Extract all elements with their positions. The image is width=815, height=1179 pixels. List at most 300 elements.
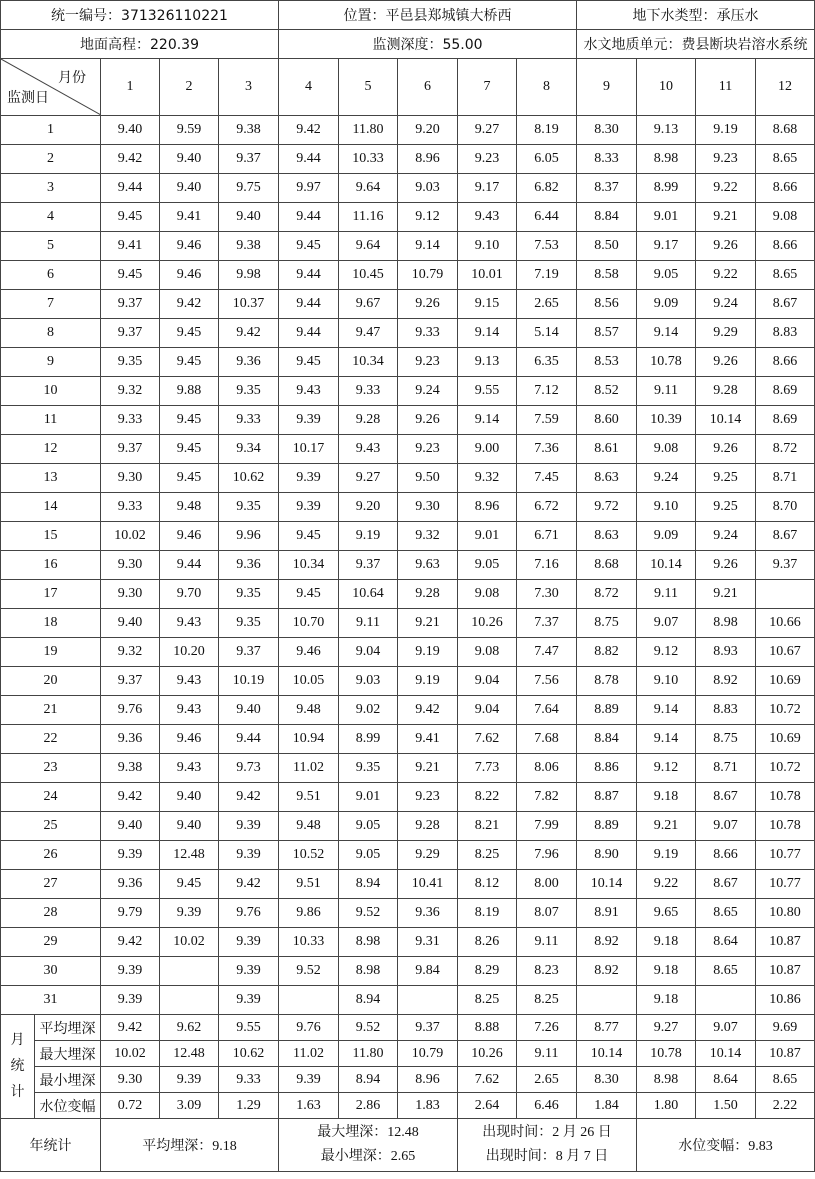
depth-value-cell: 9.39 (219, 841, 279, 870)
stat-label: 最小埋深 (35, 1067, 101, 1093)
depth-value-cell: 9.64 (339, 174, 398, 203)
table-row (1, 841, 815, 870)
depth-value-cell: 9.37 (101, 435, 160, 464)
depth-value-cell: 9.23 (696, 145, 756, 174)
day-cell: 8 (1, 319, 101, 348)
depth-value-cell: 8.21 (458, 812, 517, 841)
depth-value-cell: 9.26 (696, 551, 756, 580)
depth-value-cell: 9.33 (339, 377, 398, 406)
depth-value-cell: 9.36 (398, 899, 458, 928)
depth-value-cell: 9.48 (279, 812, 339, 841)
depth-value-cell: 8.92 (577, 928, 637, 957)
depth-value-cell: 10.14 (637, 551, 696, 580)
depth-value-cell: 9.37 (101, 667, 160, 696)
depth-value-cell: 9.35 (101, 348, 160, 377)
depth-value-cell: 9.42 (279, 116, 339, 145)
depth-value-cell: 9.39 (219, 812, 279, 841)
depth-value-cell: 8.72 (756, 435, 815, 464)
stat-row (1, 1093, 815, 1119)
depth-value-cell: 9.04 (339, 638, 398, 667)
depth-value-cell: 9.46 (160, 232, 219, 261)
depth-value-cell: 10.41 (398, 870, 458, 899)
table-row (1, 290, 815, 319)
depth-value-cell: 7.99 (517, 812, 577, 841)
depth-value-cell: 10.72 (756, 754, 815, 783)
depth-value-cell: 8.25 (517, 986, 577, 1015)
monthly-stats-group-label (1, 1015, 35, 1119)
depth-value-cell: 8.75 (577, 609, 637, 638)
depth-value-cell: 9.47 (339, 319, 398, 348)
depth-value-cell: 9.17 (458, 174, 517, 203)
day-cell: 20 (1, 667, 101, 696)
depth-value-cell: 9.17 (637, 232, 696, 261)
day-cell: 24 (1, 783, 101, 812)
depth-value-cell: 9.18 (637, 928, 696, 957)
stat-value-cell: 9.76 (279, 1015, 339, 1041)
depth-value-cell: 9.39 (279, 464, 339, 493)
depth-value-cell: 10.01 (458, 261, 517, 290)
depth-value-cell: 8.96 (458, 493, 517, 522)
annual-range: 水位变幅：9.83 (637, 1119, 815, 1172)
depth-value-cell (160, 957, 219, 986)
depth-value-cell: 9.44 (279, 290, 339, 319)
stat-value-cell: 7.26 (517, 1015, 577, 1041)
table-row (1, 551, 815, 580)
stat-value-cell: 10.87 (756, 1041, 815, 1067)
table-row (1, 435, 815, 464)
depth-value-cell: 9.10 (458, 232, 517, 261)
month-header-9: 9 (577, 59, 637, 116)
depth-value-cell: 9.33 (101, 493, 160, 522)
stat-value-cell: 1.63 (279, 1093, 339, 1119)
depth-value-cell: 11.16 (339, 203, 398, 232)
depth-value-cell: 9.12 (398, 203, 458, 232)
depth-value-cell: 9.44 (160, 551, 219, 580)
depth-value-cell: 9.19 (696, 116, 756, 145)
day-cell: 19 (1, 638, 101, 667)
stat-value-cell: 10.78 (637, 1041, 696, 1067)
depth-value-cell: 9.10 (637, 493, 696, 522)
depth-value-cell: 7.59 (517, 406, 577, 435)
depth-value-cell: 8.69 (756, 406, 815, 435)
stat-value-cell: 3.09 (160, 1093, 219, 1119)
table-row (1, 377, 815, 406)
day-cell: 27 (1, 870, 101, 899)
depth-value-cell: 9.30 (398, 493, 458, 522)
stat-value-cell: 8.88 (458, 1015, 517, 1041)
depth-value-cell: 8.83 (756, 319, 815, 348)
stat-row (1, 1067, 815, 1093)
depth-value-cell: 8.96 (398, 145, 458, 174)
stat-value-cell: 9.55 (219, 1015, 279, 1041)
depth-value-cell: 9.34 (219, 435, 279, 464)
depth-value-cell (756, 580, 815, 609)
depth-value-cell: 9.21 (696, 580, 756, 609)
depth-value-cell: 10.17 (279, 435, 339, 464)
depth-value-cell: 8.63 (577, 522, 637, 551)
depth-value-cell: 8.37 (577, 174, 637, 203)
depth-value-cell: 9.35 (219, 377, 279, 406)
depth-value-cell: 9.52 (279, 957, 339, 986)
depth-value-cell: 9.42 (219, 870, 279, 899)
depth-value-cell: 9.40 (219, 203, 279, 232)
depth-value-cell: 9.43 (339, 435, 398, 464)
depth-value-cell: 9.08 (458, 638, 517, 667)
stat-label: 水位变幅 (35, 1093, 101, 1119)
annual-min-time: 出现时间：8 月 7 日 (485, 1149, 609, 1164)
depth-cell: 监测深度：55.00 (279, 30, 577, 59)
depth-value-cell: 10.78 (637, 348, 696, 377)
month-header-4: 4 (279, 59, 339, 116)
day-cell: 15 (1, 522, 101, 551)
depth-value-cell: 9.32 (101, 377, 160, 406)
depth-value-cell: 9.35 (339, 754, 398, 783)
depth-value-cell: 7.96 (517, 841, 577, 870)
depth-value-cell: 9.72 (577, 493, 637, 522)
corner-diagonal-cell (1, 59, 101, 116)
depth-value-cell: 9.51 (279, 870, 339, 899)
depth-value-cell: 8.98 (637, 145, 696, 174)
depth-value-cell: 9.67 (339, 290, 398, 319)
day-cell: 30 (1, 957, 101, 986)
depth-value-cell: 9.32 (398, 522, 458, 551)
depth-value-cell: 8.65 (756, 261, 815, 290)
depth-value-cell: 9.21 (398, 609, 458, 638)
depth-value-cell: 9.41 (398, 725, 458, 754)
day-cell: 5 (1, 232, 101, 261)
depth-value-cell: 8.67 (696, 783, 756, 812)
table-row (1, 638, 815, 667)
depth-value-cell: 9.19 (339, 522, 398, 551)
table-row (1, 464, 815, 493)
stat-value-cell: 10.02 (101, 1041, 160, 1067)
depth-value-cell: 9.25 (696, 464, 756, 493)
depth-value-cell: 9.03 (398, 174, 458, 203)
depth-value-cell: 8.94 (339, 986, 398, 1015)
depth-value-cell: 9.38 (101, 754, 160, 783)
stat-value-cell: 8.77 (577, 1015, 637, 1041)
depth-value-cell: 7.37 (517, 609, 577, 638)
depth-value-cell: 9.41 (160, 203, 219, 232)
depth-value-cell: 9.26 (696, 348, 756, 377)
stat-value-cell: 2.64 (458, 1093, 517, 1119)
depth-value-cell: 9.70 (160, 580, 219, 609)
day-cell: 9 (1, 348, 101, 377)
depth-value-cell: 9.75 (219, 174, 279, 203)
stat-value-cell: 9.69 (756, 1015, 815, 1041)
depth-value-cell: 9.21 (398, 754, 458, 783)
depth-value-cell: 9.14 (637, 696, 696, 725)
depth-value-cell: 9.11 (339, 609, 398, 638)
depth-value-cell: 8.53 (577, 348, 637, 377)
table-row (1, 725, 815, 754)
depth-value-cell: 8.61 (577, 435, 637, 464)
group-label-char: 计 (10, 1084, 25, 1100)
depth-value-cell: 9.39 (219, 957, 279, 986)
depth-value-cell: 10.02 (160, 928, 219, 957)
depth-value-cell: 9.42 (219, 319, 279, 348)
depth-value-cell: 8.90 (577, 841, 637, 870)
depth-value-cell: 10.69 (756, 725, 815, 754)
month-header-3: 3 (219, 59, 279, 116)
depth-value-cell: 9.45 (279, 580, 339, 609)
annual-label: 年统计 (1, 1119, 101, 1172)
depth-value-cell: 9.05 (339, 812, 398, 841)
stat-row (1, 1041, 815, 1067)
depth-value-cell: 9.23 (398, 435, 458, 464)
depth-value-cell: 8.19 (458, 899, 517, 928)
depth-value-cell: 9.24 (696, 290, 756, 319)
depth-value-cell: 9.00 (458, 435, 517, 464)
depth-value-cell (577, 986, 637, 1015)
depth-value-cell: 8.82 (577, 638, 637, 667)
depth-value-cell: 8.69 (756, 377, 815, 406)
depth-value-cell: 8.26 (458, 928, 517, 957)
depth-value-cell: 9.45 (160, 319, 219, 348)
stat-value-cell: 10.79 (398, 1041, 458, 1067)
stat-value-cell: 8.30 (577, 1067, 637, 1093)
annual-avg-depth: 平均埋深：9.18 (101, 1119, 279, 1172)
month-header-7: 7 (458, 59, 517, 116)
depth-value-cell: 9.45 (160, 435, 219, 464)
depth-value-cell: 9.44 (279, 319, 339, 348)
depth-value-cell: 9.18 (637, 783, 696, 812)
depth-value-cell: 8.71 (756, 464, 815, 493)
depth-value-cell: 5.14 (517, 319, 577, 348)
depth-value-cell: 9.42 (160, 290, 219, 319)
table-row (1, 899, 815, 928)
table-row (1, 609, 815, 638)
depth-value-cell (696, 986, 756, 1015)
depth-value-cell: 9.51 (279, 783, 339, 812)
depth-value-cell: 10.39 (637, 406, 696, 435)
depth-value-cell: 12.48 (160, 841, 219, 870)
depth-value-cell: 9.37 (339, 551, 398, 580)
depth-value-cell: 9.05 (339, 841, 398, 870)
depth-value-cell: 8.99 (339, 725, 398, 754)
depth-value-cell: 6.82 (517, 174, 577, 203)
depth-value-cell: 9.27 (339, 464, 398, 493)
depth-value-cell: 9.42 (101, 928, 160, 957)
depth-value-cell: 9.36 (219, 551, 279, 580)
depth-value-cell: 10.72 (756, 696, 815, 725)
depth-value-cell: 9.64 (339, 232, 398, 261)
depth-value-cell: 9.32 (101, 638, 160, 667)
depth-value-cell: 8.67 (696, 870, 756, 899)
depth-value-cell: 7.73 (458, 754, 517, 783)
table-row (1, 348, 815, 377)
depth-value-cell: 8.98 (696, 609, 756, 638)
depth-value-cell: 11.80 (339, 116, 398, 145)
table-row (1, 870, 815, 899)
month-header-8: 8 (517, 59, 577, 116)
annual-max-depth: 最大埋深：12.48 (317, 1125, 419, 1140)
depth-value-cell: 9.05 (458, 551, 517, 580)
depth-value-cell: 8.64 (696, 928, 756, 957)
depth-value-cell: 10.86 (756, 986, 815, 1015)
day-cell: 12 (1, 435, 101, 464)
depth-value-cell: 9.30 (101, 551, 160, 580)
depth-value-cell: 11.02 (279, 754, 339, 783)
depth-value-cell: 6.05 (517, 145, 577, 174)
depth-value-cell: 9.14 (458, 406, 517, 435)
depth-value-cell: 10.87 (756, 957, 815, 986)
depth-value-cell: 9.42 (219, 783, 279, 812)
depth-value-cell: 10.79 (398, 261, 458, 290)
depth-value-cell: 9.40 (160, 174, 219, 203)
depth-value-cell: 9.14 (398, 232, 458, 261)
depth-value-cell: 8.89 (577, 696, 637, 725)
depth-value-cell: 9.45 (279, 348, 339, 377)
depth-value-cell: 7.19 (517, 261, 577, 290)
depth-value-cell: 8.89 (577, 812, 637, 841)
depth-value-cell: 10.34 (279, 551, 339, 580)
stat-value-cell: 9.11 (517, 1041, 577, 1067)
group-label-char: 统 (10, 1058, 25, 1074)
depth-value-cell: 8.66 (756, 174, 815, 203)
table-row (1, 754, 815, 783)
depth-value-cell: 9.39 (279, 493, 339, 522)
depth-value-cell: 7.30 (517, 580, 577, 609)
day-cell: 25 (1, 812, 101, 841)
depth-value-cell: 9.14 (637, 725, 696, 754)
depth-value-cell: 8.84 (577, 203, 637, 232)
depth-value-cell: 9.55 (458, 377, 517, 406)
depth-value-cell: 9.07 (696, 812, 756, 841)
daily-data-body (1, 116, 815, 1015)
depth-value-cell: 8.00 (517, 870, 577, 899)
depth-value-cell: 10.67 (756, 638, 815, 667)
depth-value-cell: 8.57 (577, 319, 637, 348)
depth-value-cell: 7.16 (517, 551, 577, 580)
depth-value-cell: 9.22 (696, 174, 756, 203)
stat-value-cell: 10.14 (577, 1041, 637, 1067)
day-cell: 16 (1, 551, 101, 580)
depth-value-cell: 9.73 (219, 754, 279, 783)
depth-value-cell: 8.19 (517, 116, 577, 145)
depth-value-cell: 9.30 (101, 464, 160, 493)
depth-value-cell: 9.44 (279, 261, 339, 290)
depth-value-cell: 9.04 (458, 667, 517, 696)
table-row (1, 957, 815, 986)
depth-value-cell: 9.39 (101, 957, 160, 986)
table-row (1, 580, 815, 609)
depth-value-cell: 8.66 (756, 232, 815, 261)
depth-value-cell: 9.37 (101, 319, 160, 348)
depth-value-cell: 9.65 (637, 899, 696, 928)
depth-value-cell: 10.02 (101, 522, 160, 551)
stat-value-cell: 12.48 (160, 1041, 219, 1067)
depth-value-cell: 9.46 (160, 261, 219, 290)
depth-value-cell: 8.86 (577, 754, 637, 783)
header-row-1 (1, 1, 815, 30)
annual-occurrence-times (458, 1119, 637, 1172)
depth-value-cell: 9.37 (219, 145, 279, 174)
depth-value-cell: 10.33 (339, 145, 398, 174)
month-header-6: 6 (398, 59, 458, 116)
depth-value-cell: 9.28 (696, 377, 756, 406)
depth-value-cell: 9.43 (160, 667, 219, 696)
stat-value-cell: 9.37 (398, 1015, 458, 1041)
depth-value-cell: 7.62 (458, 725, 517, 754)
depth-value-cell: 9.42 (398, 696, 458, 725)
day-cell: 18 (1, 609, 101, 638)
depth-value-cell: 9.26 (696, 232, 756, 261)
table-row (1, 174, 815, 203)
depth-value-cell: 9.37 (756, 551, 815, 580)
depth-value-cell: 9.28 (398, 580, 458, 609)
depth-value-cell: 8.65 (756, 145, 815, 174)
stat-label: 平均埋深 (35, 1015, 101, 1041)
day-cell: 28 (1, 899, 101, 928)
depth-value-cell: 8.07 (517, 899, 577, 928)
depth-value-cell: 8.65 (696, 957, 756, 986)
depth-value-cell: 9.46 (160, 725, 219, 754)
depth-value-cell: 9.13 (637, 116, 696, 145)
depth-value-cell: 10.52 (279, 841, 339, 870)
depth-value-cell: 9.39 (160, 899, 219, 928)
table-row (1, 522, 815, 551)
depth-value-cell: 9.26 (398, 290, 458, 319)
depth-value-cell: 9.44 (279, 145, 339, 174)
depth-value-cell: 9.07 (637, 609, 696, 638)
depth-value-cell: 9.27 (458, 116, 517, 145)
depth-value-cell: 8.83 (696, 696, 756, 725)
depth-value-cell: 9.23 (398, 783, 458, 812)
annual-max-min (279, 1119, 458, 1172)
month-header-5: 5 (339, 59, 398, 116)
table-row (1, 261, 815, 290)
depth-value-cell: 9.26 (696, 435, 756, 464)
month-header-2: 2 (160, 59, 219, 116)
stat-value-cell: 1.50 (696, 1093, 756, 1119)
depth-value-cell: 9.42 (101, 145, 160, 174)
depth-value-cell: 9.40 (160, 145, 219, 174)
depth-value-cell: 10.19 (219, 667, 279, 696)
depth-value-cell: 8.33 (577, 145, 637, 174)
depth-value-cell: 9.20 (339, 493, 398, 522)
stat-value-cell: 10.62 (219, 1041, 279, 1067)
stat-value-cell: 0.72 (101, 1093, 160, 1119)
table-row (1, 145, 815, 174)
depth-value-cell: 9.19 (398, 638, 458, 667)
depth-value-cell: 6.72 (517, 493, 577, 522)
depth-value-cell: 8.68 (756, 116, 815, 145)
depth-value-cell: 9.24 (696, 522, 756, 551)
table-row (1, 203, 815, 232)
day-cell: 4 (1, 203, 101, 232)
depth-value-cell: 9.41 (101, 232, 160, 261)
month-header-10: 10 (637, 59, 696, 116)
group-label-char: 月 (10, 1032, 25, 1048)
depth-value-cell: 9.45 (160, 348, 219, 377)
depth-value-cell: 10.45 (339, 261, 398, 290)
location-cell: 位置：平邑县郑城镇大桥西 (279, 1, 577, 30)
depth-value-cell: 8.56 (577, 290, 637, 319)
stat-value-cell: 8.96 (398, 1067, 458, 1093)
depth-value-cell: 9.03 (339, 667, 398, 696)
depth-value-cell: 9.46 (279, 638, 339, 667)
depth-value-cell: 9.88 (160, 377, 219, 406)
depth-value-cell: 9.43 (279, 377, 339, 406)
depth-value-cell: 9.48 (160, 493, 219, 522)
stat-value-cell: 9.30 (101, 1067, 160, 1093)
depth-value-cell: 10.77 (756, 841, 815, 870)
depth-value-cell: 9.10 (637, 667, 696, 696)
table-row (1, 493, 815, 522)
month-axis-label: 月份 (58, 71, 86, 86)
depth-value-cell: 9.45 (101, 203, 160, 232)
